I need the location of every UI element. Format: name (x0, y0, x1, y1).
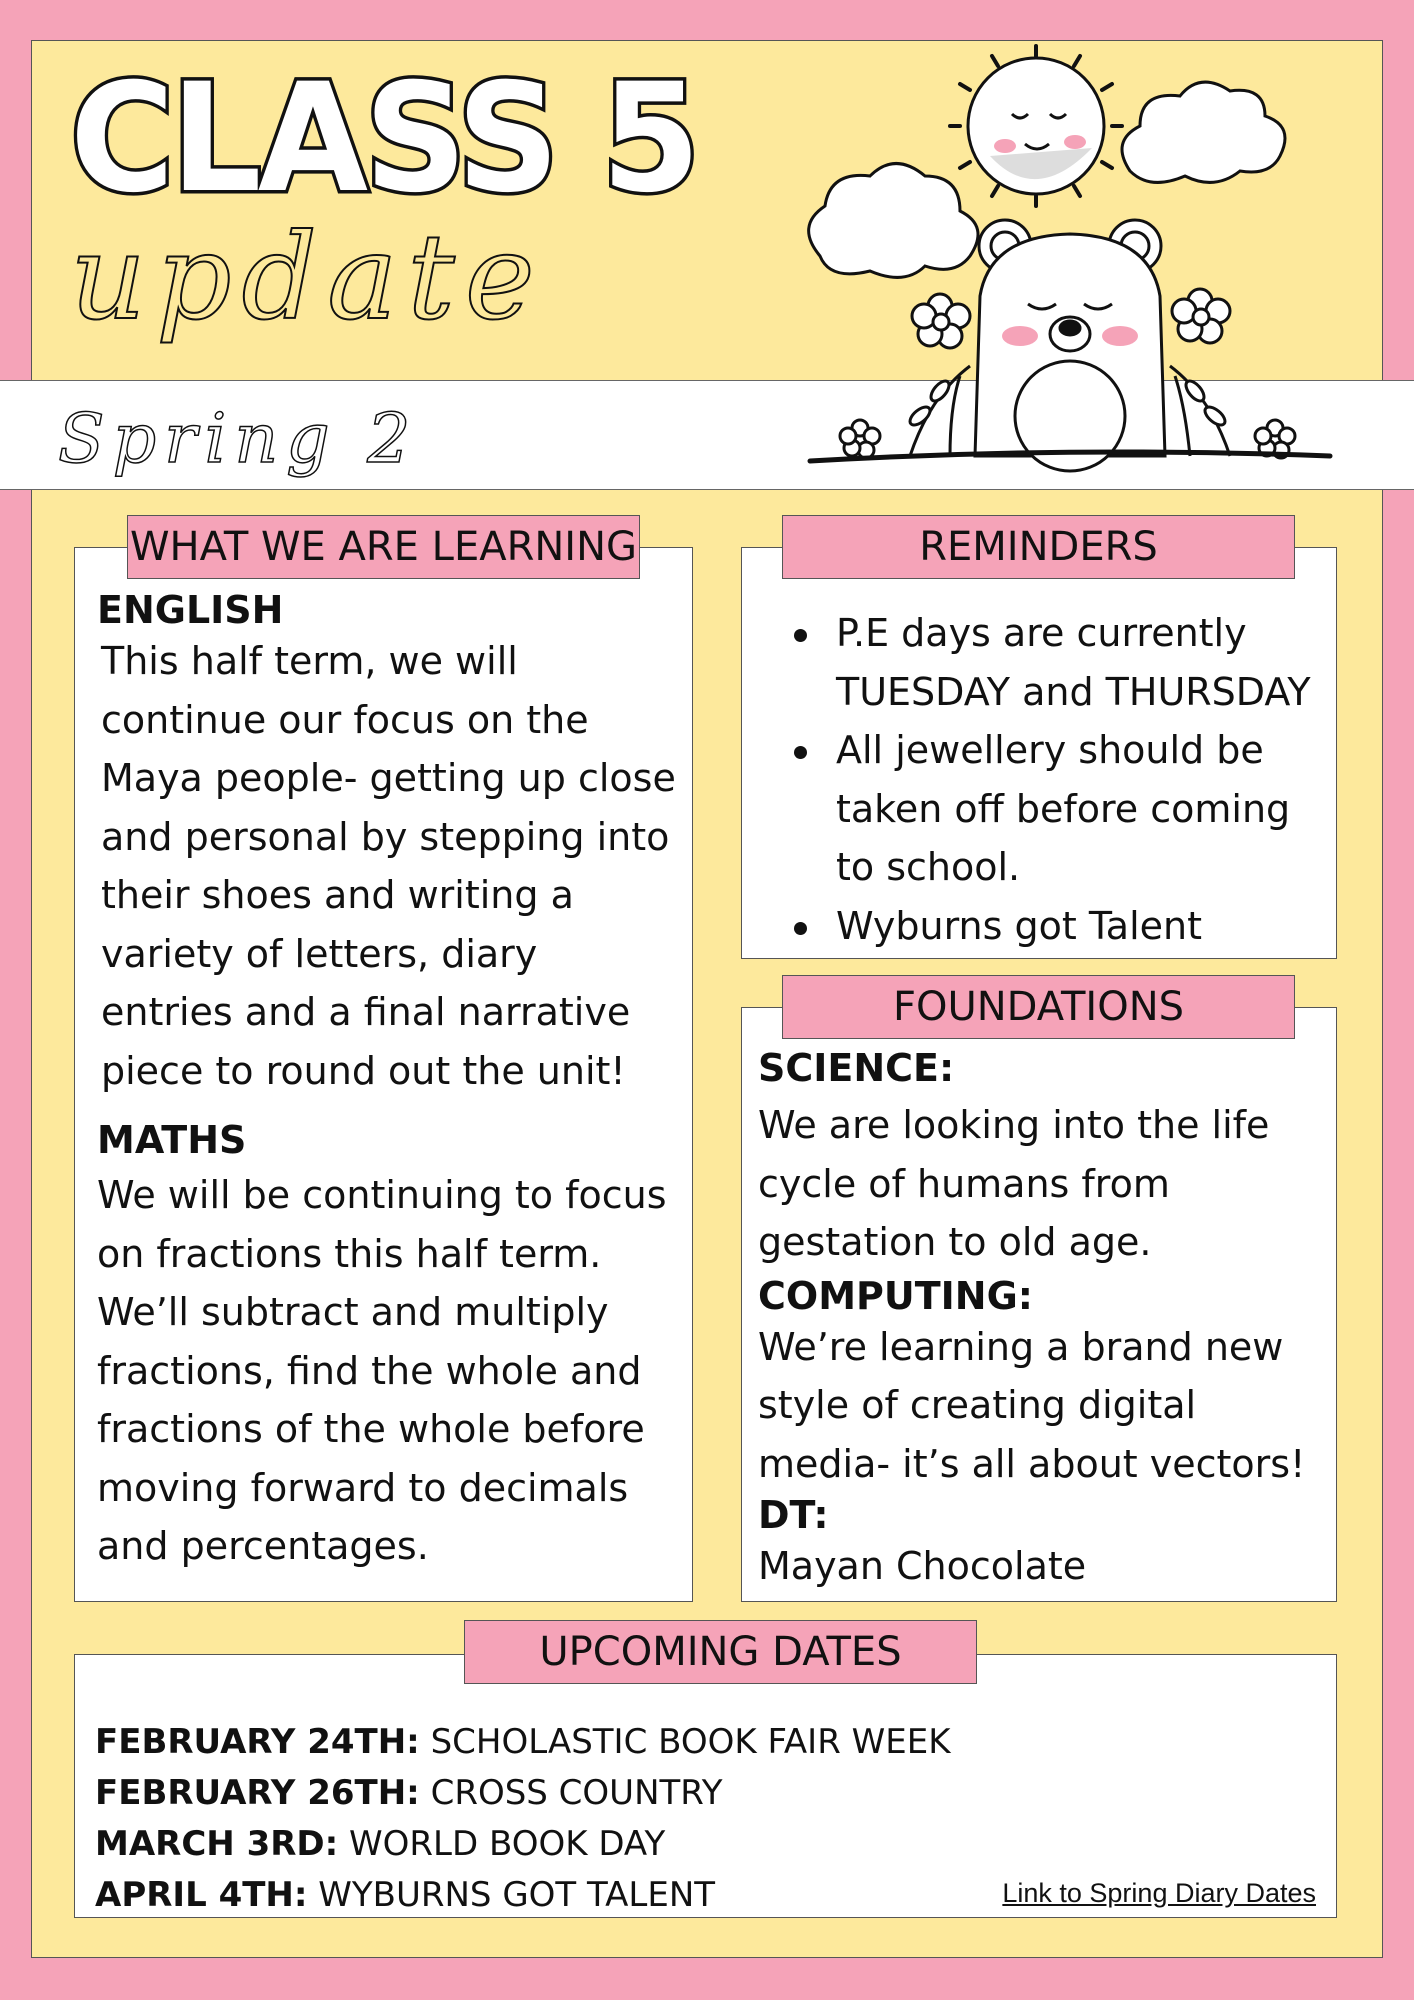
learning-tab: WHAT WE ARE LEARNING (127, 515, 640, 579)
computing-heading: COMPUTING: (758, 1273, 1033, 1318)
cloud-icon (809, 164, 978, 278)
dt-heading: DT: (758, 1493, 829, 1537)
spring-diary-dates-link[interactable]: Link to Spring Diary Dates (1002, 1878, 1316, 1908)
dt-text: Mayan Chocolate (758, 1544, 1087, 1588)
date-row: MARCH 3RD: WORLD BOOK DAY (95, 1824, 666, 1864)
date-row: FEBRUARY 24TH: SCHOLASTIC BOOK FAIR WEEK (95, 1722, 951, 1762)
page-title: CLASS 5 (70, 52, 697, 226)
date-row: FEBRUARY 26TH: CROSS COUNTRY (95, 1773, 723, 1813)
science-text: We are looking into the life cycle of humans from gestation to old age. (758, 1103, 1270, 1264)
english-text: This half term, we will continue our focus on the Maya people- getting up close and personal by stepping into their shoes and writing a variety of letters, diary entries and a final narrative piece to round out the unit! (101, 639, 676, 1093)
learning-box (74, 547, 693, 1602)
cloud-icon (1122, 82, 1285, 182)
list-item: All jewellery should be taken off before coming to school. (784, 721, 1324, 897)
flower-icon (1172, 289, 1230, 343)
dates-box (74, 1654, 1337, 1918)
page-subtitle: update (70, 208, 545, 346)
science-heading: SCIENCE: (758, 1046, 955, 1090)
maths-heading: MATHS (97, 1118, 247, 1162)
maths-text: We will be continuing to focus on fractions this half term. We’ll subtract and multiply fractions, find the whole and fractions of the whole before moving forward to decimals and percentages. (97, 1173, 667, 1568)
flower-icon (840, 420, 880, 458)
foundations-tab: FOUNDATIONS (782, 975, 1295, 1039)
term-label: Spring 2 (58, 400, 419, 479)
foundations-box (741, 1007, 1337, 1602)
english-heading: ENGLISH (97, 588, 284, 632)
reminders-list (784, 604, 1324, 955)
reminders-tab: REMINDERS (782, 515, 1295, 579)
reminders-box (741, 547, 1337, 959)
computing-text: We’re learning a brand new style of creating digital media- it’s all about vectors! (758, 1324, 1306, 1486)
flower-icon (912, 294, 970, 348)
date-row: APRIL 4TH: WYBURNS GOT TALENT (95, 1875, 716, 1915)
bear-sun-illustration (800, 36, 1350, 486)
bear-icon (975, 220, 1165, 471)
sun-icon (950, 46, 1122, 206)
dates-tab: UPCOMING DATES (464, 1620, 977, 1684)
list-item: Wyburns got Talent (784, 897, 1324, 956)
list-item: P.E days are currently TUESDAY and THURSDAY (784, 604, 1324, 721)
